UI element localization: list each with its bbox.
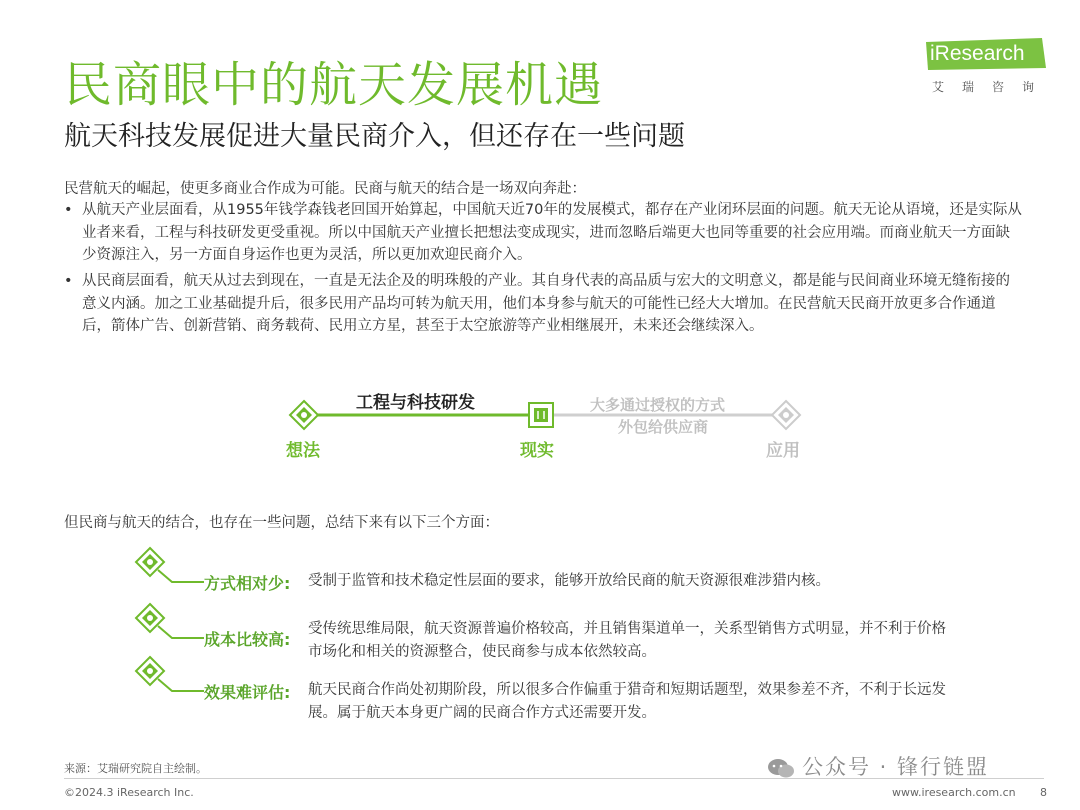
bullet-text: 从航天产业层面看，从1955年钱学森钱老回国开始算起，中国航天近70年的发展模式，都存在产业闭环层面的问题。航天无论从语境，还是实际从业者来看，工程与科技研发更受重视。所以中国航天产业擅长把想法变成现实，进而忽略后端更大也同等重要的社会应用端。而商业航天一方面缺少资源注入，另一方面自身运作也更为灵活，所以更加欢迎民商介入。 (82, 202, 1022, 263)
bullet-text: 从民商层面看，航天从过去到现在，一直是无法企及的明珠般的产业。其自身代表的高品质与宏大的文明意义，都是能与民间商业环境无缝衔接的意义内涵。加之工业基础提升后，很多民用产品均可转为航天用，他们本身参与航天的可能性已经大大增加。在民营航天民商开放更多合作通道后，箭体广告、创新营销、商务载荷、民用立方星，甚至于太空旅游等产业相继展开，未来还会继续深入。 (82, 273, 1010, 334)
bullet-item (62, 199, 1022, 267)
bullet-item (62, 270, 1022, 338)
page-number: 8 (1040, 786, 1047, 799)
issue-desc: 受传统思维局限，航天资源普遍价格较高，并且销售渠道单一，关系型销售方式明显，并不利于价格市场化和相关的资源整合，使民商参与成本依然较高。 (308, 621, 946, 660)
bullet-dot-icon: • (64, 273, 73, 289)
idea-node-icon (290, 401, 318, 429)
issue-item (128, 601, 968, 661)
flow-diagram (280, 384, 820, 464)
site-url[interactable]: www.iresearch.com.cn (892, 786, 1016, 799)
issue-desc: 航天民商合作尚处初期阶段，所以很多合作偏重于猎奇和短期话题型，效果参差不齐，不利于长远发展。属于航天本身更广阔的民商合作方式还需要开发。 (308, 682, 946, 721)
wechat-icon (766, 757, 796, 779)
flow-label-rnd: 工程与科技研发 (356, 393, 475, 413)
diamond-bullet-icon (128, 601, 208, 645)
flow-node-application: 应用 (766, 441, 800, 461)
diamond-bullet-icon (128, 654, 208, 698)
flow-node-reality: 现实 (520, 441, 554, 461)
reality-node-icon (529, 403, 553, 427)
flow-label-outsource: 外包给供应商 (618, 418, 709, 436)
issue-item (128, 545, 968, 605)
issue-desc: 受制于监管和技术稳定性层面的要求，能够开放给民商的航天资源很难涉猎内核。 (308, 573, 830, 589)
watermark (766, 751, 989, 781)
flow-node-idea: 想法 (286, 441, 320, 461)
issue-item (128, 654, 968, 721)
iresearch-logo (926, 36, 1056, 100)
page-title: 民商眼中的航天发展机遇 (64, 57, 604, 113)
watermark-text: 公众号 · 锋行链盟 (802, 755, 990, 779)
intro-text: 民营航天的崛起，使更多商业合作成为可能。民商与航天的结合是一场双向奔赴： (64, 181, 586, 197)
issues-intro: 但民商与航天的结合，也存在一些问题，总结下来有以下三个方面： (64, 515, 499, 531)
page-subtitle: 航天科技发展促进大量民商介入，但还存在一些问题 (64, 121, 685, 152)
issue-label: 成本比较高: (204, 630, 291, 649)
issue-label: 效果难评估: (204, 683, 291, 702)
copyright: ©2024.3 iResearch Inc. (64, 786, 194, 799)
logo-cn: 艾瑞咨询 (932, 80, 1053, 94)
application-node-icon (772, 401, 800, 429)
source-note: 来源：艾瑞研究院自主绘制。 (64, 762, 207, 775)
diamond-bullet-icon (128, 545, 208, 589)
flow-label-license: 大多通过授权的方式 (590, 396, 726, 414)
bullet-dot-icon: • (64, 202, 73, 218)
logo-brand: iResearch (930, 42, 1025, 65)
issue-label: 方式相对少: (204, 574, 291, 593)
